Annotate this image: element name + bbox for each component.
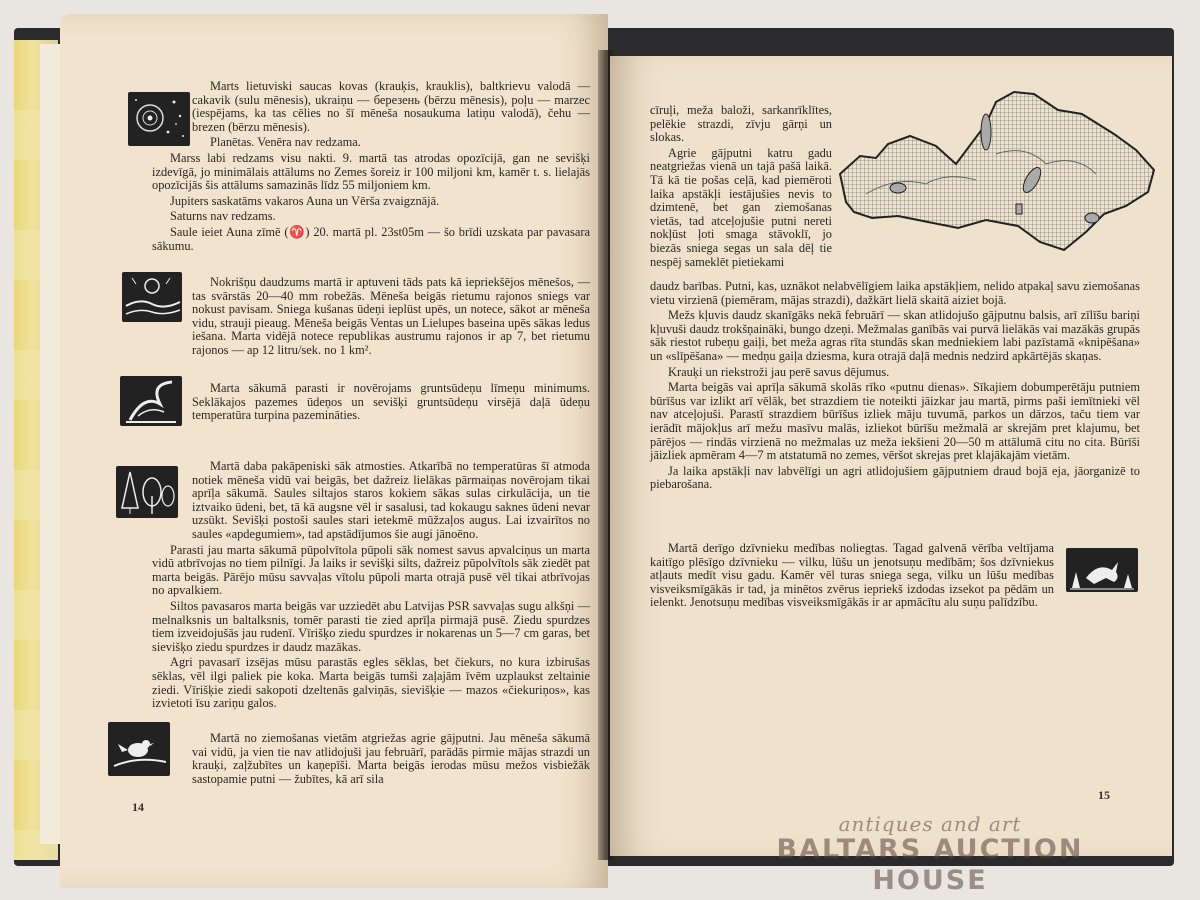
section-intro <box>152 80 590 255</box>
page-number-left: 14 <box>132 800 144 814</box>
birds-paragraph: Martā no ziemošanas vietām atgriežas agrie gājputni. Jau mēneša sākumā vai vidū, ja vien tie nav atlidojuši jau februārī, parādās pirmie mājas strazdi un krauķi, zaļžubītes un kaņepīši. Marta beigās ierodas mūsu mežos visbiežāk sastopamie putni — žubītes, kā arī sila <box>192 731 590 786</box>
bird-day-paragraph: Marta beigās vai aprīļa sākumā skolās rīko «putnu dienas». Sīkajiem dobumperētāju putniem būrīšus var izlikt arī vēlāk, bet strazdiem tie noteikti jāizkar jau martā, pirms paši iemītnieki vēl nav atceļojuši. Parastī strazdiem būrīšus izliek māju tuvumā, parkos un dārzos, taču tiem var ierādīt mājokļus arī mežu masīvu malās, izliekot būrīšu mežmalā ar skrejām pret klajumu, bet pārējos — rindās virzienā no mežmalas uz meža iekšieni 20—50 m attālumā citu no cita. Būrīši jāizliek apmēram 4—7 m atstatumā no zemes, vēršot skrejas pret klajākajām vietām. <box>650 380 1140 463</box>
running-hare-illustration <box>1066 548 1138 592</box>
jupiter-paragraph: Jupiters saskatāms vakaros Auna un Vērša zvaigznājā. <box>170 193 440 208</box>
rooks-paragraph: Krauķi un riekstroži jau perē savus dējumus. <box>668 364 890 379</box>
forest-sounds-paragraph: Mežs kļuvis daudz skanīgāks nekā februārī — skan atlidojušo gājputnu balsis, arī zīlīšu bariņi kļuvuši daudz trokšņaināki, bungo dzeņi. Mežmalas ganībās vai purvā lielākās vai mazākās grupās sāk riestot rubeņu gaiļi, bet meža agras rīta stundās skan medniekiem labi pazīstamā «knipēšana» un «slīpēšana» — medņu gaiļa dziesma, kura otrajā daļā mednis nedzird apkārtējās skaņas. <box>650 308 1140 363</box>
auction-watermark <box>720 812 1140 896</box>
page-number-right: 15 <box>1098 788 1110 802</box>
right-full-text <box>650 280 1140 494</box>
nature-paragraph-2: Parasti jau marta sākumā pūpolvītola pūpoli sāk nomest savus apvalciņus un marta vidū atbrīvojas no tiem pilnīgi. Ja laiks ir sevišķi silts, dažreiz pūpolvītols sāk ziedēt pat marta beigās. Pārējo mūsu savvaļas vītolu pūpoli marta otrajā pusē vēl tikai atbrīvojas no apvalkiem. <box>152 542 590 598</box>
section-birds <box>152 732 590 788</box>
saturn-paragraph: Saturns nav redzams. <box>170 209 276 224</box>
nature-paragraph-1: Martā daba pakāpeniski sāk atmosties. Atkarībā no temperatūras šī atmoda notiek mēneša vidū vai beigās, bet dažreiz lielākas pārmaiņas novērojam tikai aprīļa sākumā. Saules siltajos staros kokiem sākas sulas cirkulācija, un tie iztvaiko ūdeni, bet, tā kā augsne vēl ir sasalusi, tad kokaugu saknes ūdeni nevar uzsūkt. Sevišķi postoši saules stari ietekmē mūžzaļos augus. Lai izvairītos no saules «apdegumiem», tad apstādījumos šie augi jānoēno. <box>192 459 590 541</box>
section-precipitation <box>152 276 590 360</box>
watermark-tagline: antiques and art <box>838 812 1022 836</box>
birds-continued-paragraph: cīruļi, meža baloži, sarkanrīklītes, pelēkie strazdi, zīvju gārņi un slokas. <box>650 103 832 145</box>
section-nature <box>152 460 590 713</box>
intro-paragraph: Marts lietuviski saucas kovas (krauķis, krauklis), baltkrievu valodā — cakavik (sulu mēnesis), ukraiņu — березень (bērzu mēnesis), poļu — marzec (iespējams, ka tas cēlies no šī mēneša nosaukuma latiņu valodā), čehu — brezen (bērzu mēnesis). <box>192 79 590 134</box>
feeding-paragraph: daudz barības. Putni, kas, uznākot nelabvēlīgiem laika apstākļiem, nelido atpakaļ savu ziemošanas vietu virzienā (piemēram, mājas strazdi), dažkārt lielā skaitā aiziet bojā. <box>650 279 1140 307</box>
right-column-text <box>650 104 832 271</box>
sun-paragraph: Saule ieiet Auna zīmē (♈) 20. martā pl. 23st05m — šo brīdi uzskata par pavasara sākumu. <box>152 224 590 253</box>
nature-paragraph-4: Agri pavasarī izsējas mūsu parastās egles sēklas, bet čiekurs, no kura izbirušas sēklas, vēl ilgi paliek pie koka. Marta beigās tumši zaļajām īvēm uzplaukst zeltainie ziedi. Vīrišķie ziedi sakopoti dzeltenās galviņās, sievišķie — mazos «čiekuriņos», kas izvietoti īsu zariņu galos. <box>152 655 590 711</box>
watermark-brand: BALTARS AUCTION HOUSE <box>776 834 1084 896</box>
early-migrants-paragraph: Agrie gājputni katru gadu neatgriežas vienā un tajā pašā laikā. Tā kā tie pošas ceļā, kad piemēroti laika apstākļi iestājušies nevis to dzimtenē, bet gan ziemošanas vietās, tad atceļojušie putni nereti nokļūst ļoti smaga stāvoklī, jo biezās sniega segas un sala dēļ tie nespēj sameklēt pietiekami <box>650 145 832 269</box>
section-groundwater <box>152 382 590 425</box>
groundwater-paragraph: Marta sākumā parasti ir novērojams gruntsūdeņu līmeņu minimums. Seklākajos pazemes ūdeņos un sevišķi gruntsūdeņu virsējā daļā ūdeņu temperatūra turpina pazemināties. <box>192 381 590 423</box>
precipitation-paragraph: Nokrišņu daudzums martā ir aptuveni tāds pats kā iepriekšējos mēnešos, — tas svārstās 20—40 mm robežās. Mēneša beigās rietumu rajonos sniegs var nokust pavisam. Sniega kušanas ūdeņi ieplūst upēs, un notece, sākot ar mēneša vidu, strauji pieaug. Mēneša beigās Ventas un Lielupes baseina upēs sākas ledus iešana. Marta vidējā notece republikas austrumu rajonos ir ap 7, bet rietumu rajonos — ap 12 litru/sek. no 1 km². <box>192 275 590 357</box>
latvia-map <box>836 84 1164 260</box>
left-page <box>60 14 608 888</box>
nature-paragraph-3: Siltos pavasaros marta beigās var uzziedēt abu Latvijas PSR savvaļas sugu alkšņi — melnalksnis un baltalksnis, tomēr parasti tie zied aprīļa pirmajā pusē. Ziedu spurdzes tiem izveidojušās jau rudenī. Vīrišķo ziedu spurdzes ir nokarenas un 5—7 cm garas, bet sievišķo ziedu spurdzes ir daudz mazākas. <box>152 598 590 654</box>
planets-heading: Planētas. Venēra nav redzama. <box>210 135 361 150</box>
mars-paragraph: Marss labi redzams visu nakti. 9. martā tas atrodas opozīcijā, gan ne sevišķi izdevīgā, jo minimālais attālums no Zemes šoreiz ir 100 miljoni km, kamēr t. s. lielajās opozīcijās šis attālums samazinās līdz 55 miljoniem km. <box>152 150 590 193</box>
feeding-advice-paragraph: Ja laika apstākļi nav labvēlīgi un agri atlidojušiem gājputniem draud bojā eja, jāorganizē to piebarošana. <box>650 463 1140 492</box>
hunting-paragraph: Martā derīgo dzīvnieku medības noliegtas. Tagad galvenā vērība veltījama kaitīgo plēsīgo dzīvnieku — vilku, lūšu un jenotsuņu medībām; šos dzīvniekus atļauts medīt visu gadu. Kamēr vēl turas sniega sega, vilku un lūšu medības visveiksmīgākās ir tad, ja minētos zvērus iepriekš izdodas izsekot pa pēdām un ielenkt. Jenotsuņu medības visveiksmīgākās ir ar apmācītu alu suņu palīdzību. <box>650 541 1054 610</box>
hunting-section <box>650 542 1054 612</box>
